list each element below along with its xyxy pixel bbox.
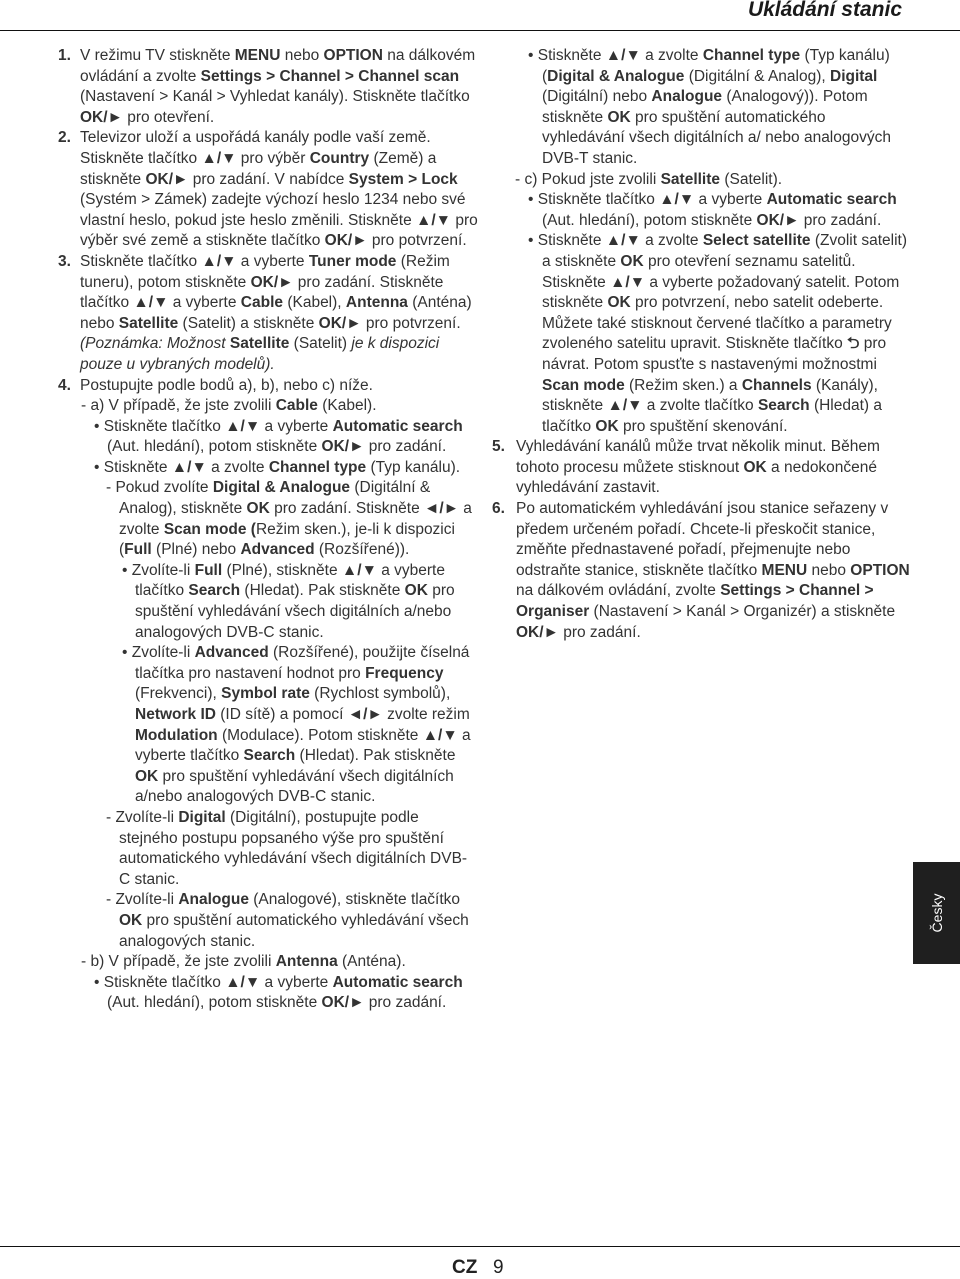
option-c-bullet-1: • Stiskněte tlačítko ▲/▼ a vyberte Automatic search (Aut. hledání), potom stiskněte OK/► pro zadání. [528, 191, 897, 229]
option-b-bullet-1: • Stiskněte tlačítko ▲/▼ a vyberte Automatic search (Aut. hledání), potom stiskněte OK/► pro zadání. [94, 973, 463, 1012]
option-b-bullet-2: • Stiskněte ▲/▼ a zvolte Channel type (Typ kanálu) (Digital & Analogue (Digitální & Analog), Digital (Digitální) nebo Analogue (Analogový)). Potom stiskněte OK pro spuštění automatického vyhledávání všech digitálních a/ nebo analogových DVB-T stanic. [528, 47, 891, 167]
option-a-analogue: - Zvolíte-li Analogue (Analogové), stiskněte tlačítko OK pro spuštění automatického vyhledávání všech analogových stanic. [106, 891, 469, 950]
language-side-tab [913, 862, 960, 964]
option-a-full: • Zvolíte-li Full (Plné), stiskněte ▲/▼ a vyberte tlačítko Search (Hledat). Pak stiskněte OK pro spuštění vyhledávání všech digitálních a/nebo analogových DVB-C stanic. [122, 561, 455, 641]
step-5: 5. Vyhledávání kanálů může trvat několik minut. Během tohoto procesu můžete stisknout OK a nedokončené vyhledávání zastavit. [492, 438, 880, 497]
option-a-digital: - Pokud zvolíte Digital & Analogue (Digitální & Analog), stiskněte OK pro zadání. Stiskněte ◄/► a zvolte Scan mode (Režim sken.), je-li k dispozici (Full (Plné) nebo Advanced (Rozšířené)). [106, 479, 472, 559]
page-header-title: Ukládání stanic [747, 0, 902, 21]
step-4: 4. Postupujte podle bodů a), b), nebo c) níže. [58, 376, 373, 394]
option-a-bullet-2: • Stiskněte ▲/▼ a zvolte Channel type (Typ kanálu). [94, 458, 461, 476]
option-b: - b) V případě, že jste zvolili Antenna (Anténa). [81, 953, 406, 971]
option-c: - c) Pokud jste zvolili Satellite (Satelit). [515, 170, 783, 188]
option-a-advanced: • Zvolíte-li Advanced (Rozšířené), použijte číselná tlačítka pro nastavení hodnot pro Frequency (Frekvenci), Symbol rate (Rychlost symbolů), Network ID (ID sítě) a pomocí ◄/► zvolte režim Modulation (Modulace). Potom stiskněte ▲/▼ a vyberte tlačítko Search (Hledat). Pak stiskněte OK pro spuštění vyhledávání všech digitálních a/nebo analogových DVB-C stanic. [122, 644, 471, 806]
page-number: 9 [493, 1257, 504, 1278]
step-6: 6. Po automatickém vyhledávání jsou stanice seřazeny v předem určeném pořadí. Chcete-li přeskočit stanice, změňte přednastavené pořadí, přejmenujte nebo odstraňte stanice, stiskněte tlačítko MENU nebo OPTION na dálkovém ovládání, zvolte Settings > Channel > Organiser (Nastavení > Kanál > Organizér) a stiskněte OK/► pro zadání. [492, 500, 910, 641]
header-divider [0, 30, 960, 31]
option-a: - a) V případě, že jste zvolili Cable (Kabel). [81, 397, 377, 415]
step-2: 2. Televizor uloží a uspořádá kanály podle vaší země. Stiskněte tlačítko ▲/▼ pro výběr Country (Země) a stiskněte OK/► pro zadání. V nabídce System > Lock (Systém > Zámek) zadejte výchozí heslo 1234 nebo své vlastní heslo, pokud jste heslo změnili. Stiskněte ▲/▼ pro výběr své země a stiskněte tlačítko OK/► pro potvrzení. [58, 129, 478, 250]
option-a-bullet-1: • Stiskněte tlačítko ▲/▼ a vyberte Automatic search (Aut. hledání), potom stiskněte OK/► pro zadání. [94, 417, 463, 456]
step-1: 1. V režimu TV stiskněte MENU nebo OPTION na dálkovém ovládání a zvolte Settings > Channel > Channel scan (Nastavení > Kanál > Vyhledat kanály). Stiskněte tlačítko OK/► pro otevření. [58, 47, 476, 126]
left-column [58, 46, 478, 1014]
language-side-tab-label: Česky [928, 893, 945, 933]
step-3: 3. Stiskněte tlačítko ▲/▼ a vyberte Tuner mode (Režim tuneru), potom stiskněte OK/► pro zadání. Stiskněte tlačítko ▲/▼ a vyberte Cable (Kabel), Antenna (Anténa) nebo Satellite (Satelit) a stiskněte OK/► pro potvrzení. (Poznámka: Možnost Satellite (Satelit) je k dispozici pouze u vybraných modelů). [58, 252, 472, 373]
option-a-digital-only: - Zvolíte-li Digital (Digitální), postupujte podle stejného postupu popsaného výše pro spuštění automatického vyhledávání všech digitálních DVB-C stanic. [106, 808, 468, 888]
right-column [492, 46, 912, 643]
back-icon: ⮌ [847, 335, 860, 353]
footer-divider [0, 1246, 960, 1247]
option-c-bullet-2: • Stiskněte ▲/▼ a zvolte Select satellite (Zvolit satelit) a stiskněte OK pro otevření seznamu satelitů. Stiskněte ▲/▼ a vyberte požadovaný satelit. Potom stiskněte OK pro potvrzení, nebo satelit odeberte. Můžete také stisknout červené tlačítko a parametry zvoleného satelitu upravit. Stiskněte tlačítko ⮌ pro návrat. Potom spusťte s nastavenými možnostmi Scan mode (Režim sken.) a Channels (Kanály), stiskněte ▲/▼ a zvolte tlačítko Search (Hledat) a tlačítko OK pro spuštění skenování. [528, 232, 907, 435]
footer-language-code: CZ [452, 1257, 478, 1278]
